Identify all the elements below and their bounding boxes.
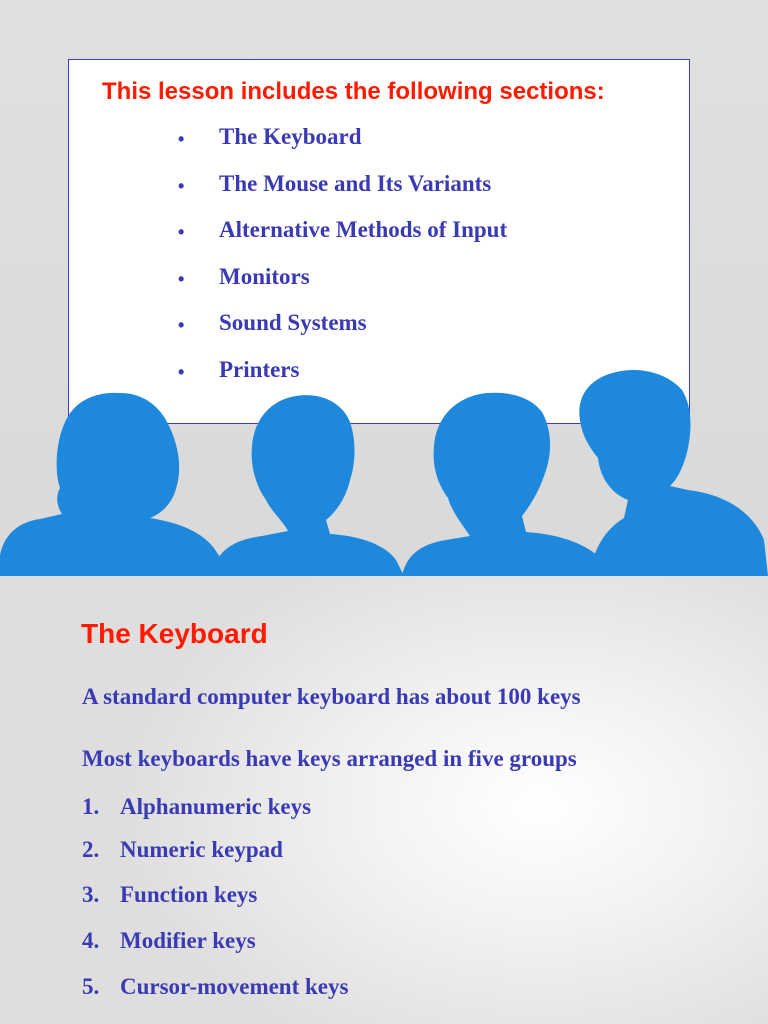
slide-the-keyboard bbox=[0, 576, 768, 1024]
bullet-icon: • bbox=[178, 175, 185, 196]
person-silhouette-icon bbox=[0, 393, 232, 576]
list-item-label: Numeric keypad bbox=[120, 837, 283, 862]
list-number: 4. bbox=[82, 928, 100, 953]
key-group-item-modifier bbox=[82, 928, 256, 954]
lesson-heading: This lesson includes the following sections: bbox=[102, 78, 605, 105]
bullet-icon: • bbox=[178, 315, 185, 336]
section-label: Alternative Methods of Input bbox=[219, 217, 508, 243]
bullet-icon: • bbox=[178, 268, 185, 289]
section-label: Sound Systems bbox=[219, 310, 367, 336]
slide-title: The Keyboard bbox=[81, 618, 268, 649]
key-group-item-numeric-keypad bbox=[82, 837, 283, 863]
audience-silhouette-icon bbox=[0, 360, 768, 576]
list-number: 2. bbox=[82, 837, 100, 862]
person-silhouette-icon bbox=[402, 393, 610, 576]
bullet-icon: • bbox=[178, 361, 185, 382]
bullet-icon: • bbox=[178, 222, 185, 243]
keyboard-groups-intro-text: Most keyboards have keys arranged in five groups bbox=[82, 746, 577, 771]
section-item-sound bbox=[178, 310, 507, 357]
key-group-item-alphanumeric bbox=[82, 794, 311, 820]
person-silhouette-icon bbox=[579, 370, 768, 576]
list-number: 1. bbox=[82, 794, 100, 819]
section-label: The Keyboard bbox=[219, 124, 362, 149]
list-item-label: Function keys bbox=[120, 882, 258, 907]
section-label: Printers bbox=[219, 356, 300, 382]
key-group-item-cursor-movement bbox=[82, 974, 348, 1000]
key-group-item-function bbox=[82, 882, 257, 908]
list-number: 5. bbox=[82, 974, 100, 999]
section-item-monitors bbox=[178, 264, 507, 311]
section-item-alternative-input bbox=[178, 217, 507, 264]
list-item-label: Cursor-movement keys bbox=[120, 974, 349, 999]
bullet-icon: • bbox=[178, 129, 185, 149]
list-item-label: Alphanumeric keys bbox=[120, 794, 312, 819]
section-label: Monitors bbox=[219, 263, 310, 289]
section-label: The Mouse and Its Variants bbox=[219, 170, 492, 196]
list-number: 3. bbox=[82, 882, 100, 907]
keyboard-key-count-text: A standard computer keyboard has about 100 keys bbox=[82, 684, 581, 709]
person-silhouette-icon bbox=[212, 395, 404, 576]
section-item-keyboard bbox=[178, 124, 507, 171]
list-item-label: Modifier keys bbox=[120, 928, 256, 953]
section-item-mouse bbox=[178, 171, 507, 218]
